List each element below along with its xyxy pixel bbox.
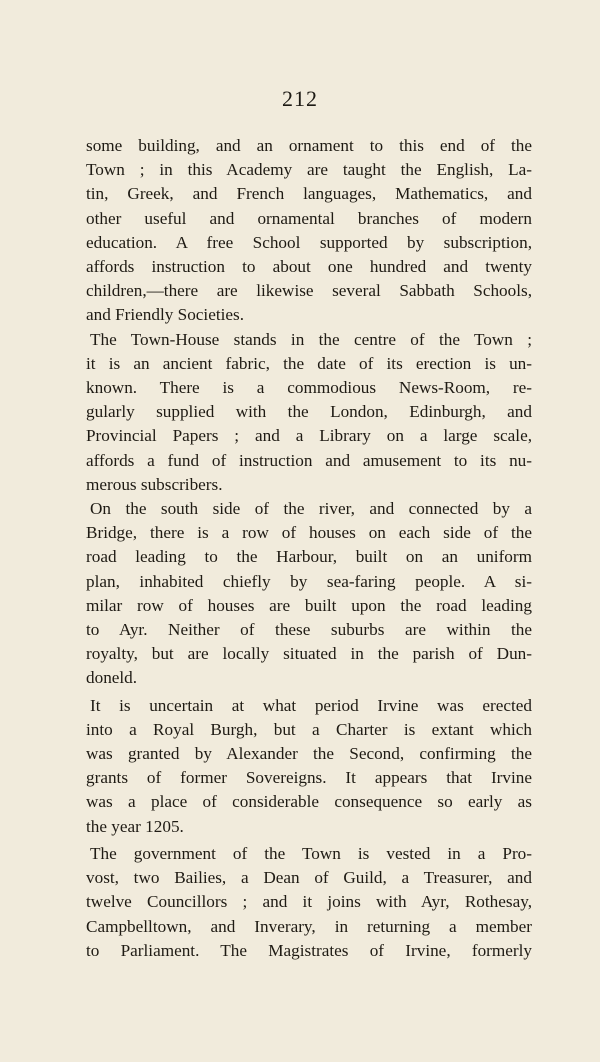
text-line: the year 1205. <box>86 816 184 836</box>
text-line: milar row of houses are built upon the road leading <box>86 595 532 615</box>
text-line: plan, inhabited chiefly by sea-faring people. A si- <box>86 571 532 591</box>
paragraph-town-house <box>86 328 532 497</box>
text-line: tin, Greek, and French languages, Mathematics, and <box>86 184 532 204</box>
text-line: into a Royal Burgh, but a Charter is extant which <box>86 719 532 739</box>
paragraph-royal-burgh <box>86 694 532 839</box>
text-line: Campbelltown, and Inverary, in returning a member <box>86 916 532 936</box>
text-line: road leading to the Harbour, built on an uniform <box>86 547 532 567</box>
text-line: to Ayr. Neither of these suburbs are within the <box>86 620 532 640</box>
text-line: Town ; in this Academy are taught the English, La- <box>86 160 532 180</box>
text-line: to Parliament. The Magistrates of Irvine, formerly <box>86 940 532 960</box>
paragraph-south-side <box>86 497 532 691</box>
text-line: twelve Councillors ; and it joins with Ayr, Rothesay, <box>86 892 532 912</box>
text-line: was granted by Alexander the Second, confirming the <box>86 744 532 764</box>
text-line: other useful and ornamental branches of modern <box>86 208 532 228</box>
text-line: Bridge, there is a row of houses on each side of the <box>86 523 532 543</box>
text-line: it is an ancient fabric, the date of its erection is un- <box>86 353 532 373</box>
text-line: and Friendly Societies. <box>86 305 245 325</box>
body-text <box>86 134 532 963</box>
paragraph-academy <box>86 134 532 328</box>
text-line: Provincial Papers ; and a Library on a large scale, <box>86 426 532 446</box>
text-line: The government of the Town is vested in a Pro- <box>90 843 532 863</box>
paragraph-government <box>86 842 532 963</box>
text-line: merous subscribers. <box>86 474 223 494</box>
text-line: education. A free School supported by subscription, <box>86 232 532 252</box>
text-line: grants of former Sovereigns. It appears that Irvine <box>86 768 532 788</box>
text-line: children,—there are likewise several Sabbath Schools, <box>86 281 532 301</box>
text-line: vost, two Bailies, a Dean of Guild, a Treasurer, and <box>86 868 532 888</box>
text-line: known. There is a commodious News-Room, re- <box>86 378 532 398</box>
text-line: The Town-House stands in the centre of the Town ; <box>90 329 532 349</box>
text-line: affords a fund of instruction and amusement to its nu- <box>86 450 532 470</box>
text-line: doneld. <box>86 668 138 688</box>
text-line: affords instruction to about one hundred and twenty <box>86 257 532 277</box>
text-line: On the south side of the river, and connected by a <box>90 499 532 519</box>
page-number: 212 <box>282 86 318 111</box>
text-line: gularly supplied with the London, Edinburgh, and <box>86 402 532 422</box>
text-line: some building, and an ornament to this end of the <box>86 136 532 155</box>
text-line: royalty, but are locally situated in the parish of Dun- <box>86 644 532 664</box>
text-line: It is uncertain at what period Irvine was erected <box>90 695 532 715</box>
text-line: was a place of considerable consequence so early as <box>86 792 532 812</box>
